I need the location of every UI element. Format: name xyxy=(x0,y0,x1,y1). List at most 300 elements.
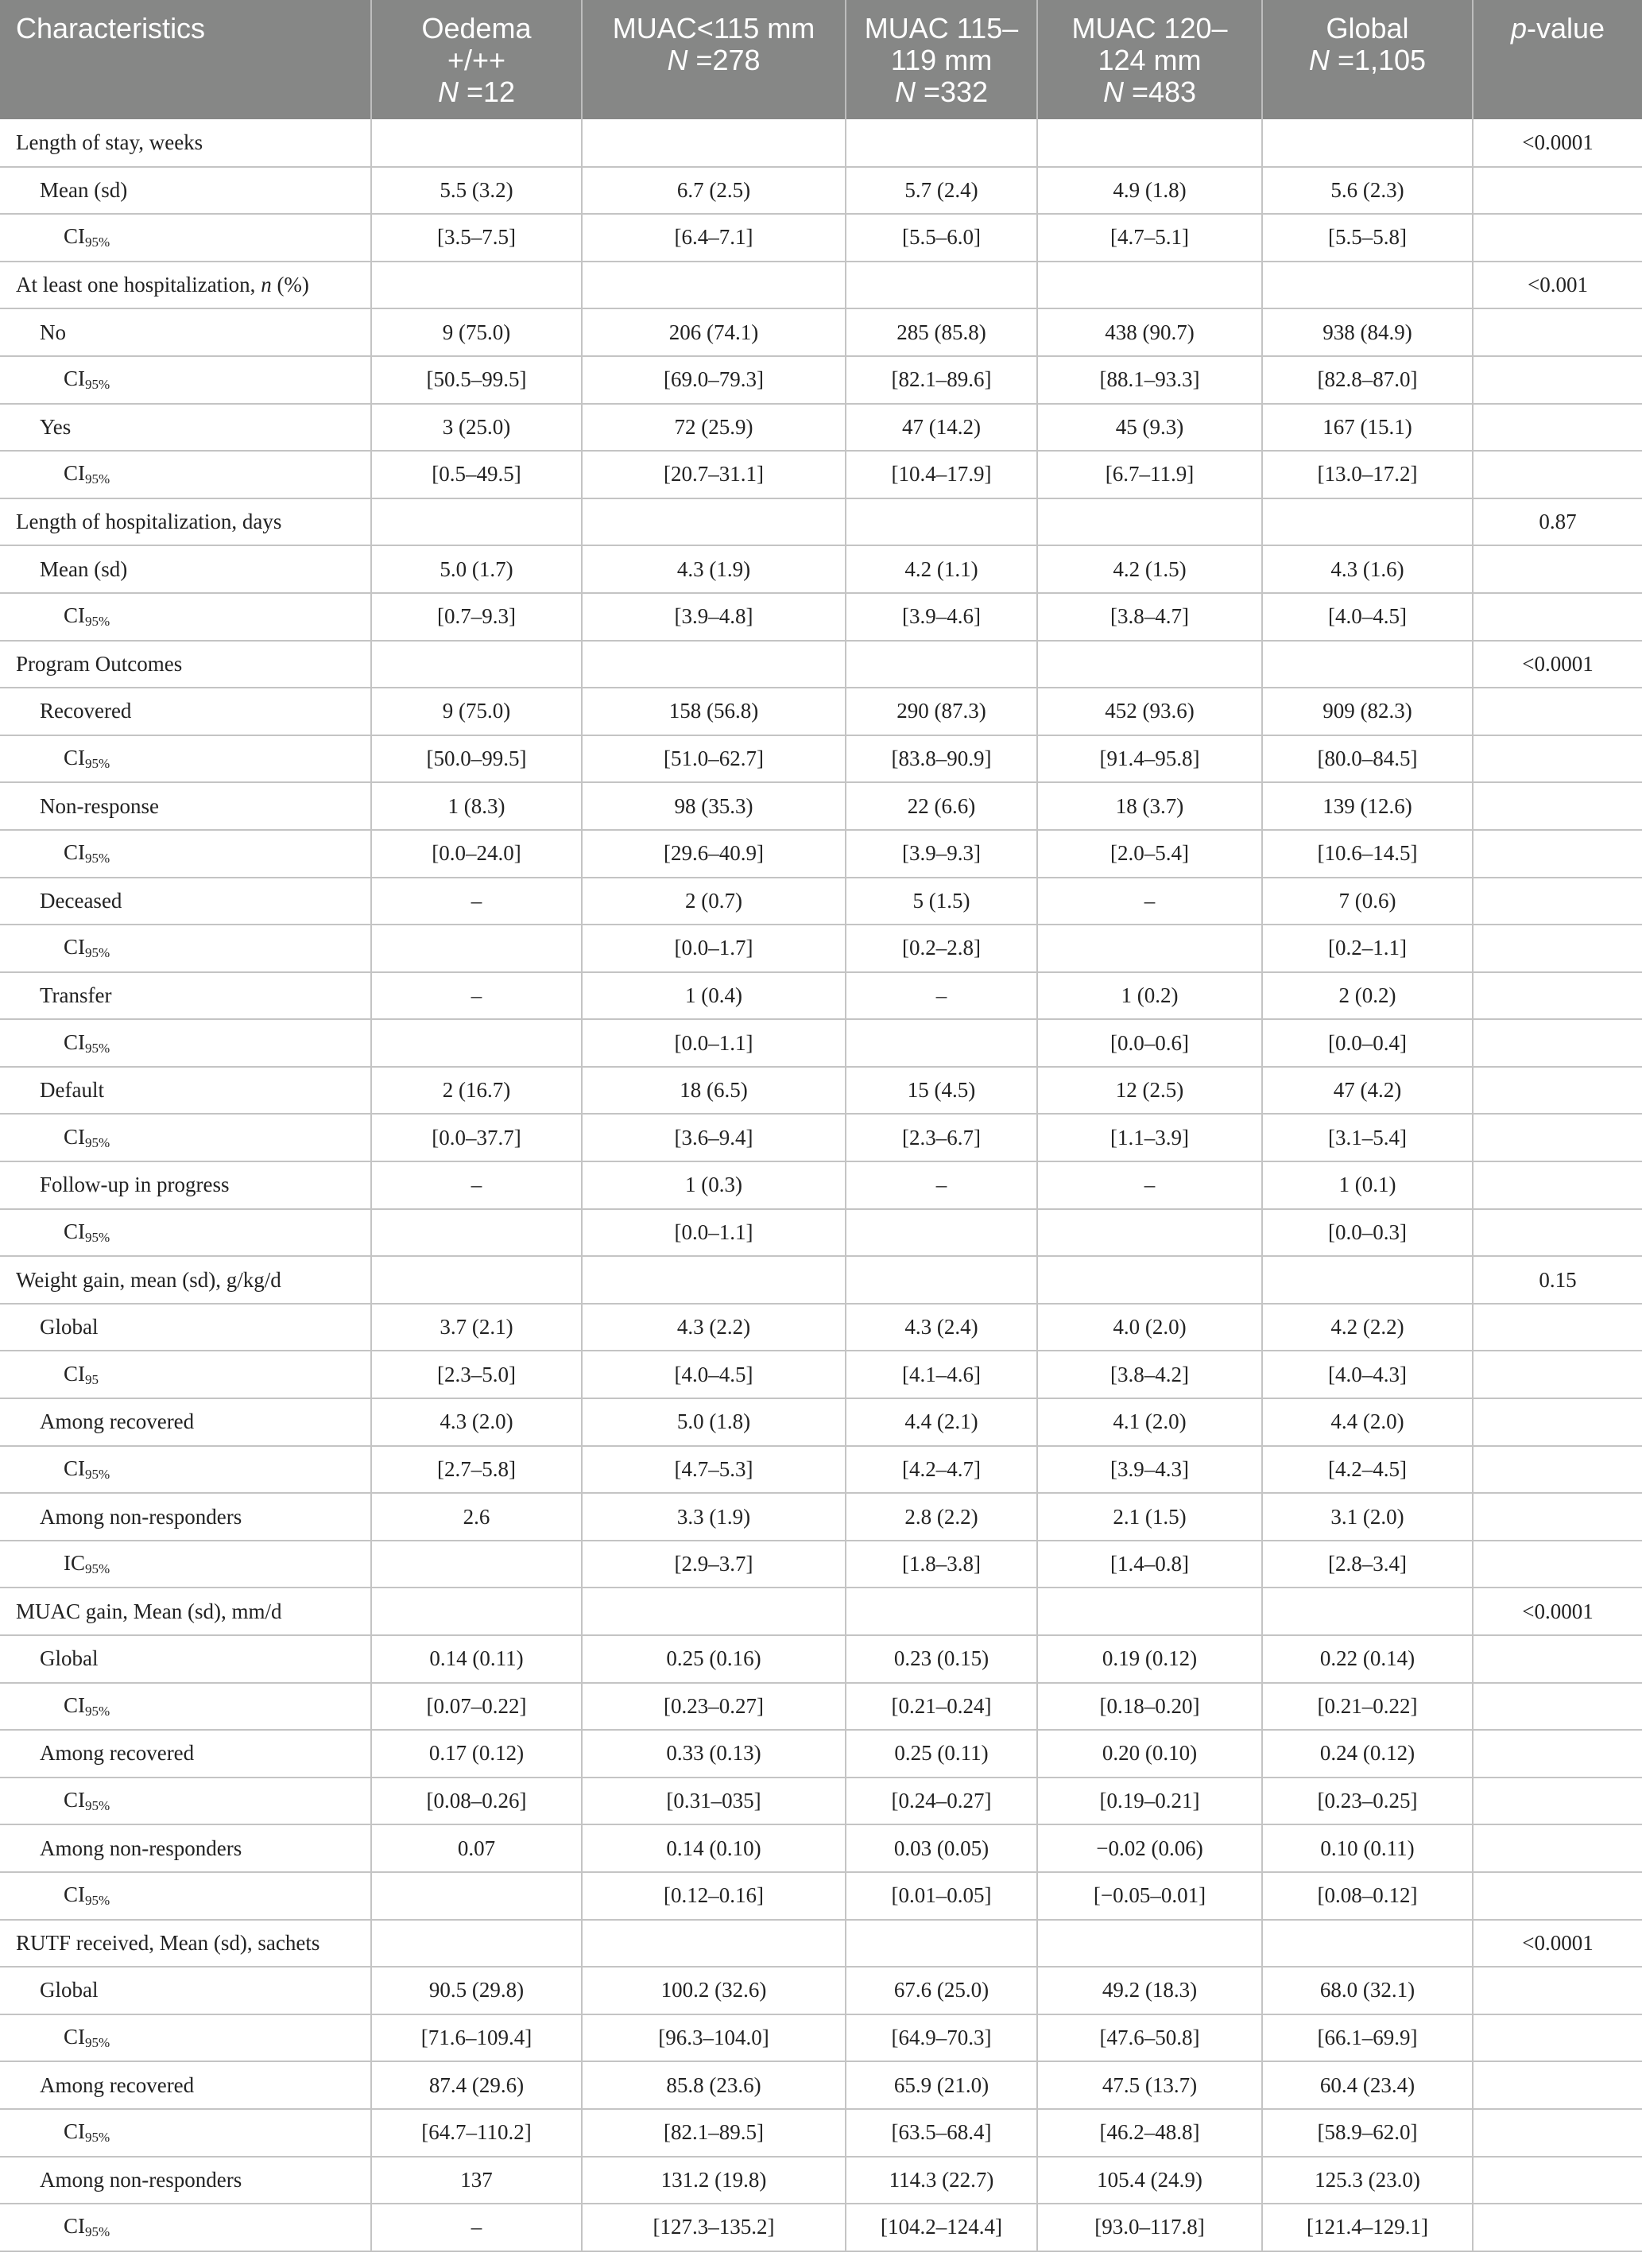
ci-row xyxy=(0,735,1642,783)
row-label: $CI_{95}$ xyxy=(0,1351,371,1398)
value-cell xyxy=(371,119,582,167)
value-cell: – xyxy=(846,972,1037,1020)
value-cell: 1 (0.1) xyxy=(1262,1161,1473,1209)
row-label: Recovered xyxy=(0,688,371,735)
p-value-cell xyxy=(1473,2061,1642,2109)
value-cell: 5.0 (1.8) xyxy=(582,1398,846,1446)
value-cell: [69.0–79.3] xyxy=(582,356,846,404)
value-cell xyxy=(1037,1920,1262,1968)
value-cell xyxy=(371,1209,582,1257)
value-cell xyxy=(1262,262,1473,309)
value-cell: 1 (8.3) xyxy=(371,782,582,830)
p-value-cell xyxy=(1473,1067,1642,1115)
value-cell: [4.7–5.1] xyxy=(1037,214,1262,262)
row-label: $CI_{95\%}$ xyxy=(0,451,371,498)
p-value-cell xyxy=(1473,1778,1642,1825)
value-cell: 0.20 (0.10) xyxy=(1037,1730,1262,1778)
row-label: Length of hospitalization, days xyxy=(0,498,371,546)
measure-row xyxy=(0,688,1642,735)
row-label: Yes xyxy=(0,404,371,452)
value-cell: 4.9 (1.8) xyxy=(1037,167,1262,215)
value-cell: 68.0 (32.1) xyxy=(1262,1967,1473,2014)
row-label: $CI_{95\%}$ xyxy=(0,1114,371,1161)
value-cell: 167 (15.1) xyxy=(1262,404,1473,452)
value-cell: [50.0–99.5] xyxy=(371,735,582,783)
value-cell: 0.33 (0.13) xyxy=(582,1730,846,1778)
row-label: $IC_{95\%}$ xyxy=(0,1541,371,1588)
ci-row xyxy=(0,1872,1642,1920)
value-cell: [2.7–5.8] xyxy=(371,1446,582,1494)
value-cell: [0.31–035] xyxy=(582,1778,846,1825)
p-value-cell xyxy=(1473,688,1642,735)
value-cell: 18 (6.5) xyxy=(582,1067,846,1115)
value-cell: 137 xyxy=(371,2157,582,2204)
row-label: Non-response xyxy=(0,782,371,830)
measure-row xyxy=(0,1730,1642,1778)
value-cell: [0.08–0.26] xyxy=(371,1778,582,1825)
value-cell: [0.0–37.7] xyxy=(371,1114,582,1161)
value-cell: [4.0–4.3] xyxy=(1262,1351,1473,1398)
value-cell xyxy=(371,1019,582,1067)
row-label: Among recovered xyxy=(0,1398,371,1446)
value-cell: [6.4–7.1] xyxy=(582,214,846,262)
value-cell: 87.4 (29.6) xyxy=(371,2061,582,2109)
value-cell: [91.4–95.8] xyxy=(1037,735,1262,783)
value-cell: 0.25 (0.16) xyxy=(582,1635,846,1683)
value-cell xyxy=(582,1920,846,1968)
value-cell: 125.3 (23.0) xyxy=(1262,2157,1473,2204)
value-cell: [46.2–48.8] xyxy=(1037,2109,1262,2157)
measure-row xyxy=(0,972,1642,1020)
value-cell: 18 (3.7) xyxy=(1037,782,1262,830)
p-value-cell xyxy=(1473,878,1642,925)
value-cell: 2.6 xyxy=(371,1493,582,1541)
value-cell: [1.1–3.9] xyxy=(1037,1114,1262,1161)
ci-row xyxy=(0,2109,1642,2157)
ci-row xyxy=(0,1019,1642,1067)
value-cell: [3.8–4.7] xyxy=(1037,593,1262,641)
value-cell: 909 (82.3) xyxy=(1262,688,1473,735)
ci-row xyxy=(0,925,1642,972)
value-cell: [13.0–17.2] xyxy=(1262,451,1473,498)
value-cell xyxy=(1037,641,1262,688)
value-cell: 45 (9.3) xyxy=(1037,404,1262,452)
value-cell: 7 (0.6) xyxy=(1262,878,1473,925)
row-label: Deceased xyxy=(0,878,371,925)
value-cell: 1 (0.2) xyxy=(1037,972,1262,1020)
measure-row xyxy=(0,404,1642,452)
value-cell xyxy=(582,119,846,167)
value-cell: [3.9–4.3] xyxy=(1037,1446,1262,1494)
value-cell: 9 (75.0) xyxy=(371,308,582,356)
header-global: Global N =1,105 xyxy=(1262,0,1473,119)
section-row xyxy=(0,641,1642,688)
p-value-cell xyxy=(1473,356,1642,404)
row-label: $CI_{95\%}$ xyxy=(0,214,371,262)
value-cell: [0.2–1.1] xyxy=(1262,925,1473,972)
p-value-cell xyxy=(1473,1114,1642,1161)
row-label: $CI_{95\%}$ xyxy=(0,830,371,878)
value-cell: 0.23 (0.15) xyxy=(846,1635,1037,1683)
value-cell: [0.0–0.4] xyxy=(1262,1019,1473,1067)
row-label: Mean (sd) xyxy=(0,545,371,593)
p-value-cell xyxy=(1473,1446,1642,1494)
value-cell: [93.0–117.8] xyxy=(1037,2204,1262,2251)
value-cell: [3.9–4.6] xyxy=(846,593,1037,641)
value-cell xyxy=(846,1019,1037,1067)
p-value-cell xyxy=(1473,2204,1642,2251)
p-value-cell xyxy=(1473,1304,1642,1351)
value-cell: 2 (0.2) xyxy=(1262,972,1473,1020)
value-cell: [3.9–9.3] xyxy=(846,830,1037,878)
value-cell: [104.2–124.4] xyxy=(846,2204,1037,2251)
value-cell: 3.3 (1.9) xyxy=(582,1493,846,1541)
measure-row xyxy=(0,1967,1642,2014)
measure-row xyxy=(0,2157,1642,2204)
value-cell: 2 (16.7) xyxy=(371,1067,582,1115)
ci-row xyxy=(0,214,1642,262)
value-cell: 105.4 (24.9) xyxy=(1037,2157,1262,2204)
p-value-cell xyxy=(1473,1493,1642,1541)
p-value-cell xyxy=(1473,1635,1642,1683)
value-cell: [0.0–1.1] xyxy=(582,1019,846,1067)
value-cell: [63.5–68.4] xyxy=(846,2109,1037,2157)
value-cell xyxy=(371,1872,582,1920)
value-cell: – xyxy=(371,1161,582,1209)
row-label: $CI_{95\%}$ xyxy=(0,2014,371,2062)
value-cell: 90.5 (29.8) xyxy=(371,1967,582,2014)
p-value-cell xyxy=(1473,2109,1642,2157)
value-cell: 0.22 (0.14) xyxy=(1262,1635,1473,1683)
row-label: $CI_{95\%}$ xyxy=(0,593,371,641)
value-cell: [0.24–0.27] xyxy=(846,1778,1037,1825)
value-cell: [82.1–89.6] xyxy=(846,356,1037,404)
value-cell: 4.2 (1.1) xyxy=(846,545,1037,593)
measure-row xyxy=(0,1493,1642,1541)
value-cell: – xyxy=(371,2204,582,2251)
value-cell xyxy=(846,498,1037,546)
measure-row xyxy=(0,167,1642,215)
value-cell: 5.6 (2.3) xyxy=(1262,167,1473,215)
value-cell: 49.2 (18.3) xyxy=(1037,1967,1262,2014)
value-cell: [88.1–93.3] xyxy=(1037,356,1262,404)
value-cell: [4.1–4.6] xyxy=(846,1351,1037,1398)
value-cell: – xyxy=(371,972,582,1020)
value-cell: 4.1 (2.0) xyxy=(1037,1398,1262,1446)
value-cell: 4.2 (1.5) xyxy=(1037,545,1262,593)
value-cell xyxy=(371,498,582,546)
value-cell: [3.9–4.8] xyxy=(582,593,846,641)
p-value-cell: <0.0001 xyxy=(1473,1920,1642,1968)
p-value-cell xyxy=(1473,1730,1642,1778)
p-value-cell xyxy=(1473,451,1642,498)
header-p-value: p-value xyxy=(1473,0,1642,119)
value-cell: 2 (0.7) xyxy=(582,878,846,925)
p-value-cell xyxy=(1473,1398,1642,1446)
value-cell: 4.3 (1.9) xyxy=(582,545,846,593)
value-cell xyxy=(371,1920,582,1968)
row-label: MUAC gain, Mean (sd), mm/d xyxy=(0,1588,371,1635)
value-cell: [2.8–3.4] xyxy=(1262,1541,1473,1588)
value-cell: [121.4–129.1] xyxy=(1262,2204,1473,2251)
ci-row xyxy=(0,2014,1642,2062)
value-cell: [−0.05–0.01] xyxy=(1037,1872,1262,1920)
value-cell: [4.0–4.5] xyxy=(1262,593,1473,641)
value-cell: [47.6–50.8] xyxy=(1037,2014,1262,2062)
value-cell: [10.4–17.9] xyxy=(846,451,1037,498)
value-cell: 4.0 (2.0) xyxy=(1037,1304,1262,1351)
row-label: $CI_{95\%}$ xyxy=(0,2204,371,2251)
measure-row xyxy=(0,1067,1642,1115)
value-cell xyxy=(1037,925,1262,972)
value-cell: 131.2 (19.8) xyxy=(582,2157,846,2204)
ci-row xyxy=(0,356,1642,404)
row-label: $CI_{95\%}$ xyxy=(0,1019,371,1067)
value-cell xyxy=(846,262,1037,309)
p-value-cell xyxy=(1473,1967,1642,2014)
row-label: Length of stay, weeks xyxy=(0,119,371,167)
value-cell: [0.0–0.6] xyxy=(1037,1019,1262,1067)
value-cell xyxy=(582,1256,846,1304)
row-label: Among recovered xyxy=(0,1730,371,1778)
value-cell: [1.8–3.8] xyxy=(846,1541,1037,1588)
value-cell: [4.2–4.5] xyxy=(1262,1446,1473,1494)
p-value-cell xyxy=(1473,593,1642,641)
value-cell: [4.2–4.7] xyxy=(846,1446,1037,1494)
p-value-cell xyxy=(1473,404,1642,452)
value-cell: 47 (14.2) xyxy=(846,404,1037,452)
value-cell xyxy=(371,1541,582,1588)
p-value-cell: 0.15 xyxy=(1473,1256,1642,1304)
p-value-cell xyxy=(1473,545,1642,593)
value-cell: [0.07–0.22] xyxy=(371,1683,582,1731)
value-cell: 100.2 (32.6) xyxy=(582,1967,846,2014)
value-cell: [6.7–11.9] xyxy=(1037,451,1262,498)
p-value-cell xyxy=(1473,972,1642,1020)
p-value-cell xyxy=(1473,167,1642,215)
row-label: Default xyxy=(0,1067,371,1115)
row-label: $CI_{95\%}$ xyxy=(0,925,371,972)
value-cell: [0.2–2.8] xyxy=(846,925,1037,972)
value-cell: [29.6–40.9] xyxy=(582,830,846,878)
measure-row xyxy=(0,1161,1642,1209)
value-cell: [64.7–110.2] xyxy=(371,2109,582,2157)
ci-row xyxy=(0,1541,1642,1588)
value-cell: [0.0–1.1] xyxy=(582,1209,846,1257)
section-row xyxy=(0,498,1642,546)
p-value-cell: <0.0001 xyxy=(1473,641,1642,688)
row-label: $CI_{95\%}$ xyxy=(0,735,371,783)
value-cell xyxy=(846,1588,1037,1635)
row-label: Program Outcomes xyxy=(0,641,371,688)
value-cell: 139 (12.6) xyxy=(1262,782,1473,830)
p-value-cell xyxy=(1473,1683,1642,1731)
row-label: Global xyxy=(0,1967,371,2014)
value-cell: 0.17 (0.12) xyxy=(371,1730,582,1778)
row-label: $CI_{95\%}$ xyxy=(0,1446,371,1494)
row-label: Transfer xyxy=(0,972,371,1020)
value-cell: 67.6 (25.0) xyxy=(846,1967,1037,2014)
value-cell xyxy=(1037,498,1262,546)
measure-row xyxy=(0,1824,1642,1872)
value-cell: 5 (1.5) xyxy=(846,878,1037,925)
value-cell: 22 (6.6) xyxy=(846,782,1037,830)
ci-row xyxy=(0,1446,1642,1494)
value-cell: [0.7–9.3] xyxy=(371,593,582,641)
ci-row xyxy=(0,1683,1642,1731)
measure-row xyxy=(0,1635,1642,1683)
value-cell: 0.10 (0.11) xyxy=(1262,1824,1473,1872)
value-cell: 290 (87.3) xyxy=(846,688,1037,735)
value-cell: 12 (2.5) xyxy=(1037,1067,1262,1115)
p-value-cell xyxy=(1473,308,1642,356)
value-cell: 6.7 (2.5) xyxy=(582,167,846,215)
value-cell xyxy=(1262,1588,1473,1635)
value-cell xyxy=(1262,498,1473,546)
header-row xyxy=(0,0,1642,119)
measure-row xyxy=(0,1304,1642,1351)
value-cell xyxy=(1037,119,1262,167)
value-cell: [2.0–5.4] xyxy=(1037,830,1262,878)
p-value-cell xyxy=(1473,2014,1642,2062)
measure-row xyxy=(0,782,1642,830)
p-value-cell: <0.0001 xyxy=(1473,119,1642,167)
value-cell: 4.2 (2.2) xyxy=(1262,1304,1473,1351)
row-label: Among recovered xyxy=(0,2061,371,2109)
value-cell: 4.3 (2.0) xyxy=(371,1398,582,1446)
value-cell: 0.07 xyxy=(371,1824,582,1872)
value-cell xyxy=(1262,1920,1473,1968)
value-cell: [0.23–0.25] xyxy=(1262,1778,1473,1825)
value-cell: 3.1 (2.0) xyxy=(1262,1493,1473,1541)
ci-row xyxy=(0,1209,1642,1257)
value-cell: [3.5–7.5] xyxy=(371,214,582,262)
table-body xyxy=(0,119,1642,2251)
value-cell: [71.6–109.4] xyxy=(371,2014,582,2062)
value-cell: 1 (0.3) xyxy=(582,1161,846,1209)
section-row xyxy=(0,262,1642,309)
value-cell: [4.7–5.3] xyxy=(582,1446,846,1494)
value-cell: [0.21–0.22] xyxy=(1262,1683,1473,1731)
value-cell: [20.7–31.1] xyxy=(582,451,846,498)
row-label: $CI_{95\%}$ xyxy=(0,1683,371,1731)
value-cell: [4.0–4.5] xyxy=(582,1351,846,1398)
value-cell: [5.5–5.8] xyxy=(1262,214,1473,262)
value-cell: 452 (93.6) xyxy=(1037,688,1262,735)
value-cell xyxy=(371,262,582,309)
value-cell: 2.8 (2.2) xyxy=(846,1493,1037,1541)
p-value-cell xyxy=(1473,1541,1642,1588)
value-cell xyxy=(582,262,846,309)
p-value-cell xyxy=(1473,782,1642,830)
value-cell: [64.9–70.3] xyxy=(846,2014,1037,2062)
row-label: Global xyxy=(0,1635,371,1683)
value-cell: – xyxy=(1037,878,1262,925)
value-cell: 0.25 (0.11) xyxy=(846,1730,1037,1778)
value-cell: [51.0–62.7] xyxy=(582,735,846,783)
value-cell: 65.9 (21.0) xyxy=(846,2061,1037,2109)
p-value-cell xyxy=(1473,214,1642,262)
measure-row xyxy=(0,545,1642,593)
header-muac-115-119: MUAC 115– 119 mm N =332 xyxy=(846,0,1037,119)
value-cell: [96.3–104.0] xyxy=(582,2014,846,2062)
value-cell xyxy=(1262,1256,1473,1304)
value-cell xyxy=(371,1588,582,1635)
ci-row xyxy=(0,593,1642,641)
row-label: Among non-responders xyxy=(0,1493,371,1541)
value-cell: [0.0–0.3] xyxy=(1262,1209,1473,1257)
row-label: $CI_{95\%}$ xyxy=(0,356,371,404)
value-cell xyxy=(846,1256,1037,1304)
value-cell: 60.4 (23.4) xyxy=(1262,2061,1473,2109)
value-cell: 3 (25.0) xyxy=(371,404,582,452)
value-cell: [10.6–14.5] xyxy=(1262,830,1473,878)
header-characteristics: Characteristics xyxy=(0,0,371,119)
header-muac-lt-115: MUAC<115 mm N =278 xyxy=(582,0,846,119)
p-value-cell: <0.001 xyxy=(1473,262,1642,309)
value-cell: [3.1–5.4] xyxy=(1262,1114,1473,1161)
value-cell: 47.5 (13.7) xyxy=(1037,2061,1262,2109)
value-cell: [58.9–62.0] xyxy=(1262,2109,1473,2157)
value-cell: 0.14 (0.11) xyxy=(371,1635,582,1683)
value-cell xyxy=(582,1588,846,1635)
value-cell: [0.21–0.24] xyxy=(846,1683,1037,1731)
measure-row xyxy=(0,2061,1642,2109)
p-value-cell xyxy=(1473,1351,1642,1398)
value-cell: [0.12–0.16] xyxy=(582,1872,846,1920)
value-cell: [83.8–90.9] xyxy=(846,735,1037,783)
value-cell: [0.5–49.5] xyxy=(371,451,582,498)
value-cell: [3.8–4.2] xyxy=(1037,1351,1262,1398)
value-cell: 938 (84.9) xyxy=(1262,308,1473,356)
value-cell: 0.14 (0.10) xyxy=(582,1824,846,1872)
measure-row xyxy=(0,1398,1642,1446)
value-cell xyxy=(1262,119,1473,167)
p-value-cell xyxy=(1473,830,1642,878)
value-cell: [0.18–0.20] xyxy=(1037,1683,1262,1731)
value-cell: 4.3 (1.6) xyxy=(1262,545,1473,593)
value-cell: [1.4–0.8] xyxy=(1037,1541,1262,1588)
row-label: $CI_{95\%}$ xyxy=(0,2109,371,2157)
value-cell: 5.5 (3.2) xyxy=(371,167,582,215)
row-label: Weight gain, mean (sd), g/kg/d xyxy=(0,1256,371,1304)
value-cell xyxy=(1037,1209,1262,1257)
ci-row xyxy=(0,1778,1642,1825)
measure-row xyxy=(0,878,1642,925)
row-label: $CI_{95\%}$ xyxy=(0,1209,371,1257)
value-cell: – xyxy=(1037,1161,1262,1209)
value-cell xyxy=(371,1256,582,1304)
row-label: At least one hospitalization, n (%) xyxy=(0,262,371,309)
value-cell: [0.01–0.05] xyxy=(846,1872,1037,1920)
value-cell: [2.3–5.0] xyxy=(371,1351,582,1398)
value-cell: [80.0–84.5] xyxy=(1262,735,1473,783)
p-value-cell xyxy=(1473,735,1642,783)
value-cell: [50.5–99.5] xyxy=(371,356,582,404)
row-label: $CI_{95\%}$ xyxy=(0,1872,371,1920)
row-label: Among non-responders xyxy=(0,2157,371,2204)
row-label: Global xyxy=(0,1304,371,1351)
ci-row xyxy=(0,2204,1642,2251)
value-cell: – xyxy=(846,1161,1037,1209)
value-cell xyxy=(846,1209,1037,1257)
section-row xyxy=(0,1256,1642,1304)
value-cell: 1 (0.4) xyxy=(582,972,846,1020)
value-cell: [2.3–6.7] xyxy=(846,1114,1037,1161)
value-cell xyxy=(846,119,1037,167)
value-cell: – xyxy=(371,878,582,925)
header-muac-120-124: MUAC 120– 124 mm N =483 xyxy=(1037,0,1262,119)
